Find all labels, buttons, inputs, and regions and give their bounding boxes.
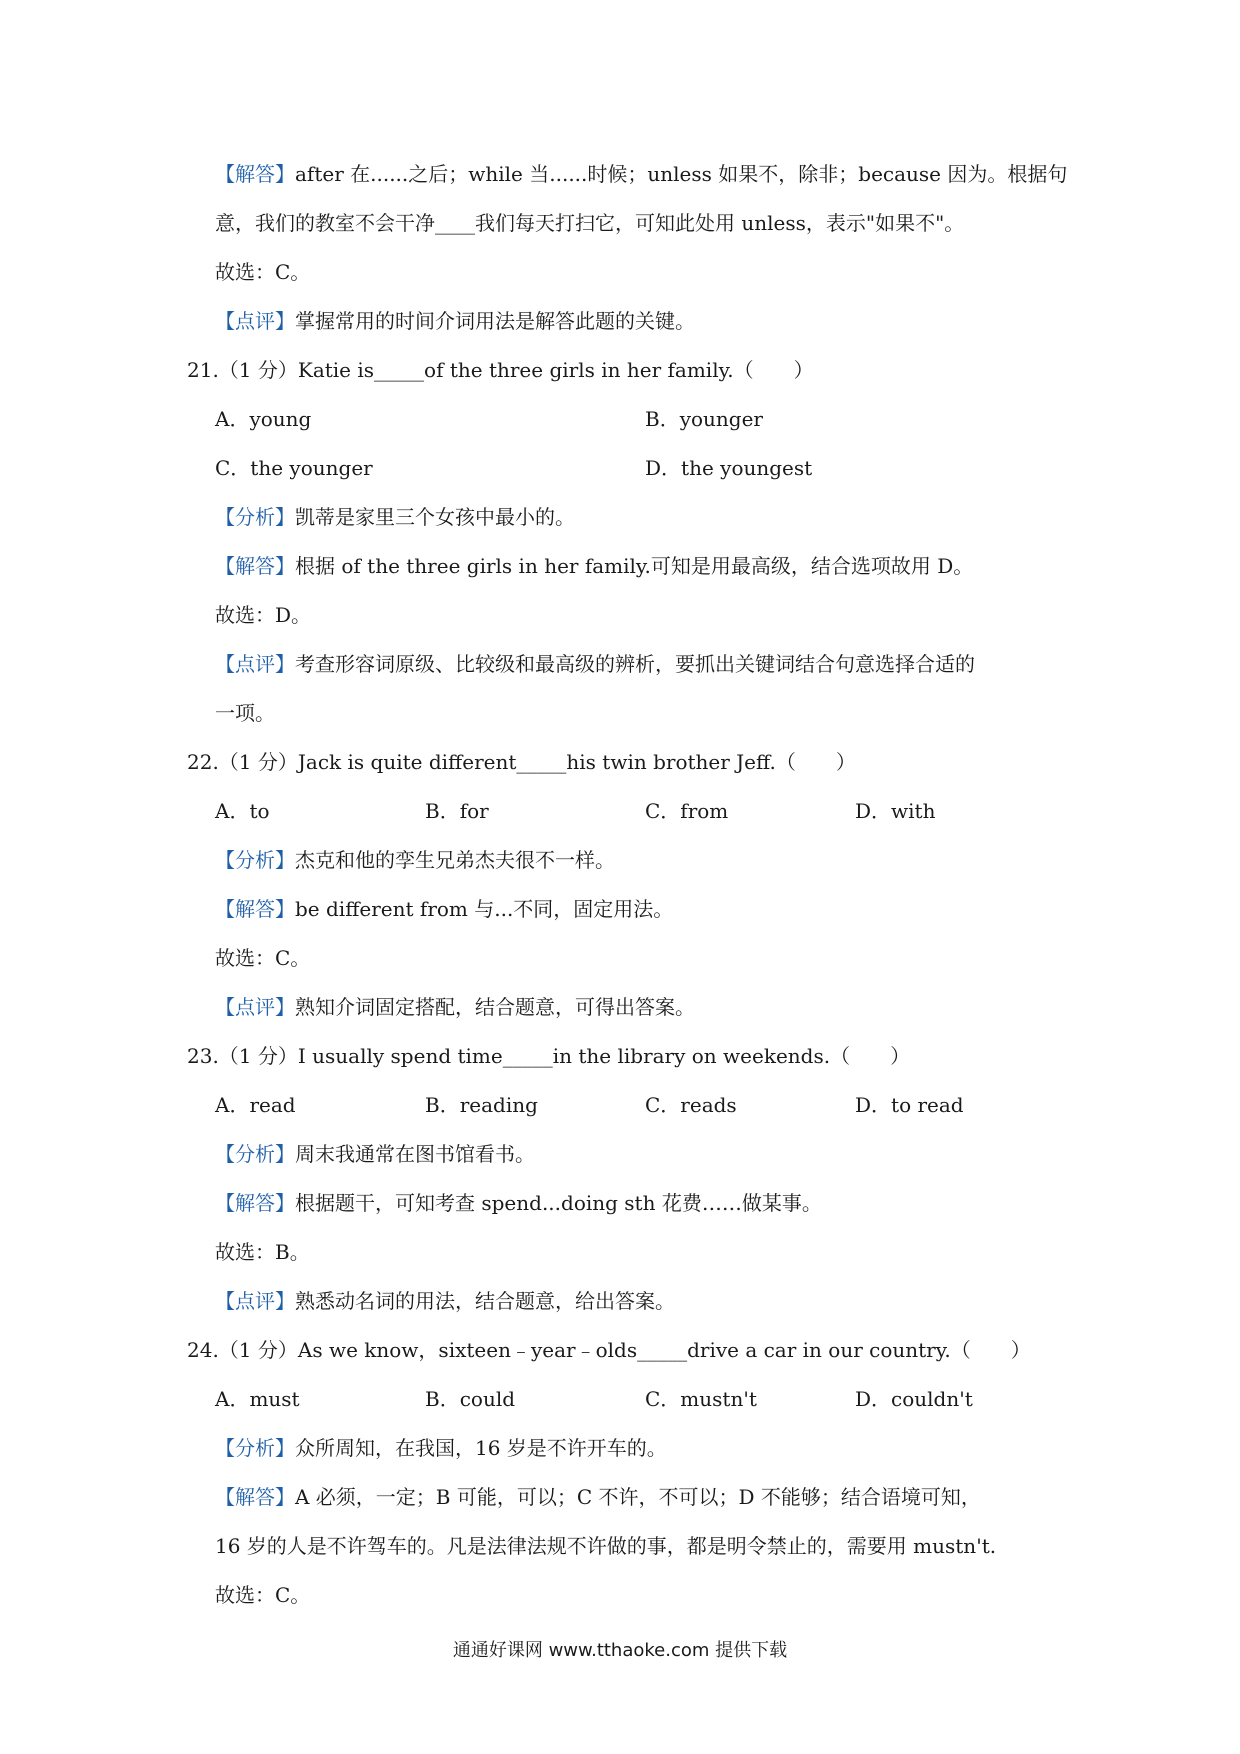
question-22-option-c: C．from bbox=[645, 799, 729, 823]
page-footer: 通通好课网 www.tthaoke.com 提供下载 bbox=[452, 1640, 788, 1661]
question-24-option-b: B．could bbox=[425, 1387, 516, 1411]
comment-text: 掌握常用的时间介词用法是解答此题的关键。 bbox=[295, 309, 695, 333]
question-24-answer-cont: 16 岁的人是不许驾车的。凡是法律法规不许做的事，都是明令禁止的，需要用 mustn't. bbox=[215, 1534, 997, 1558]
comment-text: 考查形容词原级、比较级和最高级的辨析，要抓出关键词结合句意选择合适的 bbox=[295, 652, 975, 676]
question-24-option-d: D．couldn't bbox=[855, 1387, 973, 1411]
question-22-option-a: A．to bbox=[215, 799, 270, 823]
top-answer-line2: 意，我们的教室不会干净____我们每天打扫它，可知此处用 unless，表示"如果不"。 bbox=[215, 211, 965, 235]
answer-tag: 【解答】 bbox=[215, 1191, 295, 1215]
question-23-option-b: B．reading bbox=[425, 1093, 538, 1117]
analysis-tag: 【分析】 bbox=[215, 505, 295, 529]
question-21-analysis bbox=[215, 502, 575, 532]
question-24-choice: 故选：C。 bbox=[215, 1583, 311, 1607]
question-21-option-b: B．younger bbox=[645, 407, 763, 431]
analysis-tag: 【分析】 bbox=[215, 1142, 295, 1166]
answer-tag: 【解答】 bbox=[215, 1485, 295, 1509]
question-23-answer bbox=[215, 1188, 822, 1218]
analysis-text: 众所周知，在我国，16 岁是不许开车的。 bbox=[295, 1436, 667, 1460]
question-24-answer bbox=[215, 1482, 981, 1512]
answer-text: 根据 of the three girls in her family.可知是用最高级，结合选项故用 D。 bbox=[295, 554, 974, 578]
question-24-option-a: A．must bbox=[215, 1387, 300, 1411]
question-24-stem: 24.（1 分）As we know，sixteen﹣year﹣olds_____drive a car in our country.（ ） bbox=[187, 1338, 1031, 1362]
question-22-analysis bbox=[215, 845, 615, 875]
question-24-analysis bbox=[215, 1433, 667, 1463]
question-23-option-d: D．to read bbox=[855, 1093, 964, 1117]
answer-text: be different from 与...不同，固定用法。 bbox=[295, 897, 674, 921]
question-21-option-c: C．the younger bbox=[215, 456, 373, 480]
comment-text: 熟悉动名词的用法，结合题意，给出答案。 bbox=[295, 1289, 675, 1313]
question-23-comment bbox=[215, 1286, 675, 1316]
question-21-comment-cont: 一项。 bbox=[215, 701, 275, 725]
comment-text: 熟知介词固定搭配，结合题意，可得出答案。 bbox=[295, 995, 695, 1019]
question-23-stem: 23.（1 分）I usually spend time_____in the library on weekends.（ ） bbox=[187, 1044, 911, 1068]
question-22-option-d: D．with bbox=[855, 799, 936, 823]
question-22-comment bbox=[215, 992, 695, 1022]
question-23-analysis bbox=[215, 1139, 535, 1169]
analysis-tag: 【分析】 bbox=[215, 848, 295, 872]
top-comment bbox=[215, 306, 695, 336]
analysis-tag: 【分析】 bbox=[215, 1436, 295, 1460]
question-22-option-b: B．for bbox=[425, 799, 489, 823]
analysis-text: 凯蒂是家里三个女孩中最小的。 bbox=[295, 505, 575, 529]
comment-tag: 【点评】 bbox=[215, 995, 295, 1019]
comment-tag: 【点评】 bbox=[215, 652, 295, 676]
question-22-stem: 22.（1 分）Jack is quite different_____his twin brother Jeff.（ ） bbox=[187, 750, 856, 774]
answer-text: 根据题干，可知考查 spend...doing sth 花费……做某事。 bbox=[295, 1191, 822, 1215]
answer-text: A 必须，一定；B 可能，可以；C 不许，不可以；D 不能够；结合语境可知， bbox=[295, 1485, 981, 1509]
question-21-choice: 故选：D。 bbox=[215, 603, 312, 627]
answer-tag: 【解答】 bbox=[215, 162, 295, 186]
question-21-option-d: D．the youngest bbox=[645, 456, 813, 480]
question-22-answer bbox=[215, 894, 673, 924]
question-21-option-a: A．young bbox=[215, 407, 312, 431]
question-23-choice: 故选：B。 bbox=[215, 1240, 310, 1264]
analysis-text: 周末我通常在图书馆看书。 bbox=[295, 1142, 535, 1166]
question-23-option-c: C．reads bbox=[645, 1093, 737, 1117]
top-answer-line1 bbox=[215, 159, 1067, 189]
question-22-choice: 故选：C。 bbox=[215, 946, 311, 970]
analysis-text: 杰克和他的孪生兄弟杰夫很不一样。 bbox=[295, 848, 615, 872]
comment-tag: 【点评】 bbox=[215, 1289, 295, 1313]
answer-tag: 【解答】 bbox=[215, 554, 295, 578]
question-21-stem: 21.（1 分）Katie is_____of the three girls in her family.（ ） bbox=[187, 358, 814, 382]
comment-tag: 【点评】 bbox=[215, 309, 295, 333]
question-21-comment bbox=[215, 649, 975, 679]
question-24-option-c: C．mustn't bbox=[645, 1387, 757, 1411]
answer-tag: 【解答】 bbox=[215, 897, 295, 921]
top-choice: 故选：C。 bbox=[215, 260, 311, 284]
question-21-answer bbox=[215, 551, 973, 581]
question-23-option-a: A．read bbox=[215, 1093, 296, 1117]
answer-text: after 在......之后；while 当......时候；unless 如果不，除非；because 因为。根据句 bbox=[295, 162, 1068, 186]
